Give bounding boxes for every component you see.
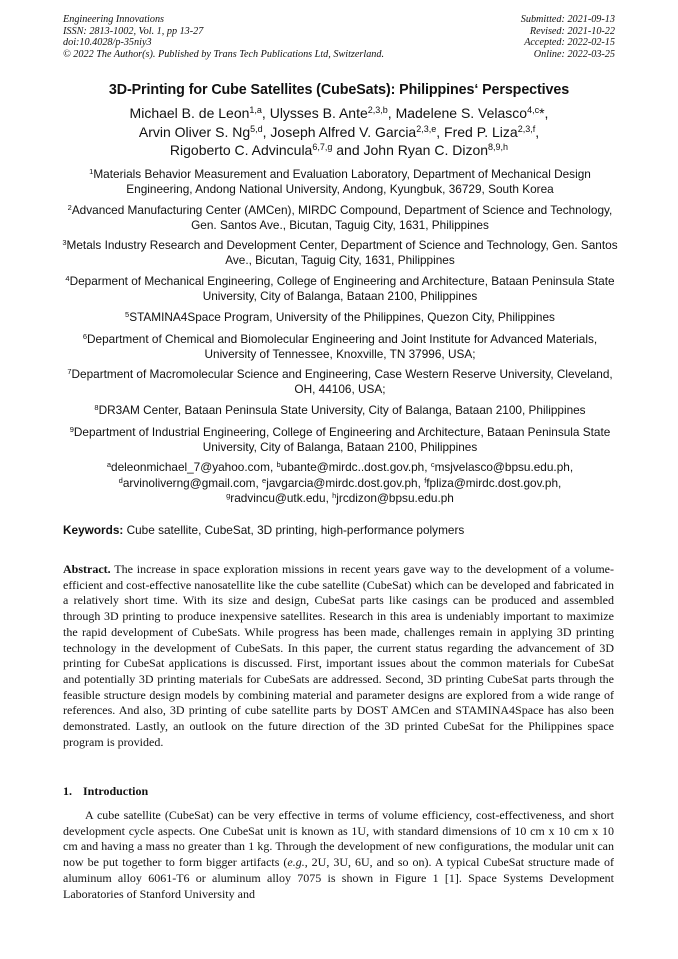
affiliation xyxy=(60,167,620,198)
email-mark: h xyxy=(332,491,337,500)
author-name: John Ryan C. Dizon xyxy=(363,142,489,159)
affiliation-text: DR3AM Center, Bataan Peninsula State University, City of Balanga, Bataan 2100, Philippines xyxy=(98,403,586,417)
abstract-text: The increase in space exploration missions in recent years gave way to the development of a volume-efficient and cost-effective nanosatellite like the cube satellite (CubeSat) which can be developed and fabricated in a relatively short time. With its size and design, CubeSat parts like casings can be produced and assembled through 3D printing to produce inexpensive satellites. Research in this area is undeniably important to maximize the rapid development of CubeSats. While progress has been made, challenges remain in applying 3D printing technology in the development of CubeSats. In this paper, the current status regarding the advancement of 3D printing for CubeSat applications is discussed. First, important issues about the common materials for CubeSat and potentially 3D printing materials for CubeSats are addressed. Second, 3D printing CubeSat parts through the feasible structure design models by combining material and parameter designs are explored from a wide range of references. And also, 3D printing of cube satellite parts by DOST AMCen and STAMINA4Space has also been demonstrated. Lastly, an outlook on the future direction of the 3D printed CubeSat for the Philippines space program is provided. xyxy=(63,562,614,749)
affiliation xyxy=(60,238,620,269)
author-separator: , xyxy=(436,123,445,140)
author-affiliation-mark: 1,a xyxy=(249,105,262,115)
affiliation xyxy=(60,203,620,234)
affiliation xyxy=(60,310,620,325)
affiliation-number: 7 xyxy=(67,367,72,376)
affiliation-number: 4 xyxy=(65,274,70,283)
email-address: msjvelasco@bpsu.edu.ph xyxy=(434,460,570,474)
affiliation-text: Advanced Manufacturing Center (AMCen), MIRDC Compound, Department of Science and Technology, Gen. Santos Ave., Bicutan, Taguig City, 1631, Philippines xyxy=(71,203,613,233)
affiliation xyxy=(60,367,620,398)
affiliation-text: Deparment of Mechanical Engineering, College of Engineering and Architecture, Bataan Peninsula State University, City of Balanga, Bataan 2100, Philippines xyxy=(69,274,615,304)
author-affiliation-mark: 2,3,e xyxy=(416,123,437,134)
email-separator: , xyxy=(269,460,277,474)
affiliation-number: 6 xyxy=(82,332,87,341)
email-separator: , xyxy=(569,460,574,474)
affiliation-number: 5 xyxy=(125,310,130,319)
abstract-label: Abstract. xyxy=(63,562,111,576)
email-mark: a xyxy=(106,460,112,469)
author-separator: , xyxy=(387,105,396,121)
journal-doi: doi:10.4028/p-35niy3 xyxy=(63,37,152,49)
section-title: Introduction xyxy=(83,784,149,798)
affiliation-text: Metals Industry Research and Development Center, Department of Science and Technology, Gen. Santos Ave., Bicutan, Taguig City, 1631, Philippines xyxy=(66,238,618,268)
author-list xyxy=(70,104,608,160)
keywords-text: Cube satellite, CubeSat, 3D printing, high-performance polymers xyxy=(126,523,465,537)
author-name: Fred P. Liza xyxy=(444,123,518,140)
affiliation xyxy=(60,332,620,363)
email-separator: , xyxy=(424,460,431,474)
author-separator: , xyxy=(535,123,540,140)
affiliation-text: Department of Industrial Engineering, College of Engineering and Architecture, Bataan Peninsula State University, City of Balanga, Bataan 2100, Philippines xyxy=(73,425,611,455)
affiliation xyxy=(60,425,620,456)
email-address: deleonmichael_7@yahoo.com xyxy=(111,460,270,474)
journal-issn: ISSN: 2813-1002, Vol. 1, pp 13-27 xyxy=(63,25,204,37)
intro-eg: e.g. xyxy=(287,855,305,870)
author-affiliation-mark: 2,3,b xyxy=(367,105,388,115)
affiliation-number: 8 xyxy=(94,403,99,412)
email-separator: , xyxy=(255,475,263,490)
author-name: Arvin Oliver S. Ng xyxy=(138,123,251,140)
affiliation-number: 1 xyxy=(89,167,94,176)
email-mark: g xyxy=(226,491,231,500)
author-name: Rigoberto C. Advincula xyxy=(169,142,313,159)
author-name: Ulysses B. Ante xyxy=(269,105,368,121)
keywords-label: Keywords: xyxy=(63,523,124,537)
intro-text-part2: , 2U, 3U, 6U, and so on). A typical CubeSat structure made of aluminum alloy 6061-T6 or aluminum alloy 7075 is shown in Figure 1 [1]. Space Systems Development Laboratories of Stanford University and xyxy=(63,855,614,901)
affiliation xyxy=(60,274,620,305)
email-list xyxy=(60,460,620,507)
author-affiliation-mark: 8,9,h xyxy=(488,142,509,153)
submission-dates xyxy=(521,14,615,60)
affiliation xyxy=(60,403,620,418)
author-affiliation-mark: 6,7,g xyxy=(312,142,333,153)
email-mark: b xyxy=(276,460,281,469)
affiliation-text: Department of Macromolecular Science and Engineering, Case Western Reserve University, Cleveland, OH, 44106, USA; xyxy=(71,367,613,397)
author-separator: , xyxy=(262,123,271,140)
author-affiliation-mark: 4,c xyxy=(527,105,540,115)
author-name: Joseph Alfred V. Garcia xyxy=(270,123,417,140)
author-name: Michael B. de Leon xyxy=(129,105,250,121)
email-mark: e xyxy=(262,475,267,485)
author-name: Madelene S. Velasco xyxy=(395,105,528,121)
author-separator: and xyxy=(332,142,364,159)
date-accepted: Accepted: 2022-02-15 xyxy=(524,37,615,49)
keywords xyxy=(63,523,464,537)
email-separator: , xyxy=(325,491,333,505)
journal-copyright: © 2022 The Author(s). Published by Trans Tech Publications Ltd, Switzerland. xyxy=(63,48,385,60)
journal-name: Engineering Innovations xyxy=(63,14,165,25)
affiliation-number: 9 xyxy=(69,425,74,434)
affiliation-text: Department of Chemical and Biomolecular Engineering and Joint Institute for Advanced Materials, University of Tennessee, Knoxville, TN 37996, USA; xyxy=(87,332,598,362)
affiliation-text: Materials Behavior Measurement and Evaluation Laboratory, Department of Mechanical Design Engineering, Andong National University, Andong, Kyungbuk, 36729, South Korea xyxy=(93,167,591,197)
paper-title: 3D-Printing for Cube Satellites (CubeSats): Philippines‘ Perspectives xyxy=(108,82,570,98)
email-address: fpliza@mirdc.dost.gov.ph xyxy=(426,475,559,490)
journal-header xyxy=(63,14,384,60)
date-online: Online: 2022-03-25 xyxy=(533,48,615,60)
email-address: ubante@mirdc..dost.gov.ph xyxy=(280,460,425,474)
author-separator: , xyxy=(261,105,270,121)
email-address: arvinoliverng@gmail.com xyxy=(122,475,256,490)
email-separator: , xyxy=(558,475,562,490)
affiliation-number: 2 xyxy=(67,203,72,212)
email-mark: f xyxy=(424,475,427,485)
section-heading-introduction xyxy=(63,784,148,799)
abstract xyxy=(63,562,614,750)
affiliation-number: 3 xyxy=(62,238,67,247)
author-separator: *, xyxy=(539,105,549,121)
author-affiliation-mark: 5,d xyxy=(250,123,263,134)
section-number: 1. xyxy=(63,784,72,798)
author-affiliation-mark: 2,3,f xyxy=(517,123,536,134)
introduction-paragraph xyxy=(63,808,614,902)
email-mark: d xyxy=(118,475,123,485)
date-submitted: Submitted: 2021-09-13 xyxy=(520,14,615,25)
affiliation-text: STAMINA4Space Program, University of the Philippines, Quezon City, Philippines xyxy=(129,310,555,324)
email-separator: , xyxy=(417,475,425,490)
email-address: jrcdizon@bpsu.edu.ph xyxy=(336,491,454,505)
date-revised: Revised: 2021-10-22 xyxy=(529,25,615,37)
email-address: radvincu@utk.edu xyxy=(230,491,326,505)
email-mark: c xyxy=(430,460,435,469)
email-address: javgarcia@mirdc.dost.gov.ph xyxy=(266,475,418,490)
intro-text-part1: A cube satellite (CubeSat) can be very effective in terms of volume efficiency, cost-effectiveness, and short development cycle aspects. One CubeSat unit is known as 1U, with standard dimensions of 10 cm x 10 cm x 10 cm and having a mass no greater than 1 kg. Through the development of new configurations, the modular unit can now be put together to form bigger artifacts ( xyxy=(63,808,614,870)
